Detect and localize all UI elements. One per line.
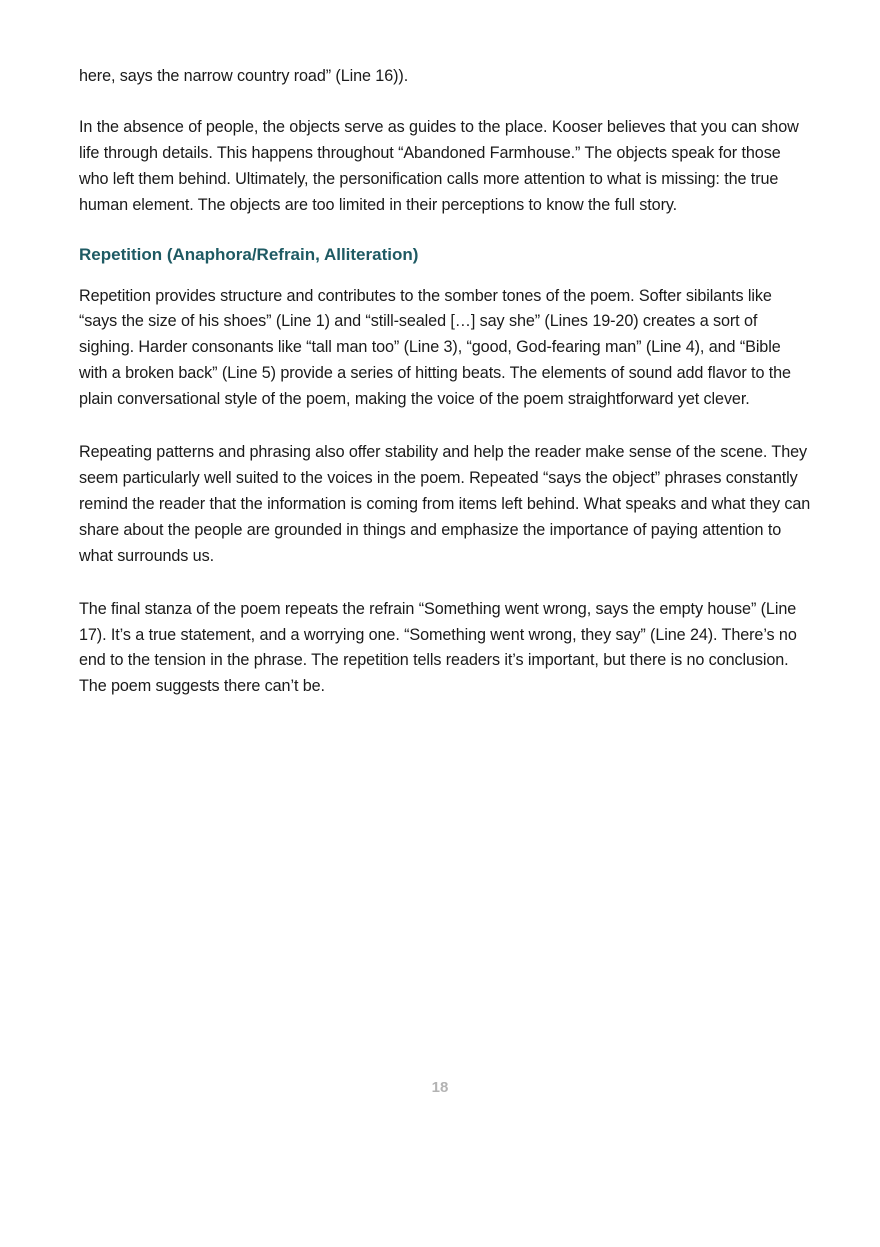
paragraph-repeating-patterns: Repeating patterns and phrasing also offer stability and help the reader make sense of the scene. They seem particularly well suited to the voices in the poem. Repeated “says the object” phrases constantly remind the reader that the information is coming from items left behind. What speaks and what they can share about the people are grounded in things and emphasize the importance of paying attention to what surrounds us. (79, 443, 811, 565)
paragraph-final-stanza: The final stanza of the poem repeats the refrain “Something went wrong, says the empty house” (Line 17). It’s a true statement, and a worrying one. “Something went wrong, they say” (Line 24). There’s no end to the tension in the phrase. The repetition tells readers it’s important, but there is no conclusion. The poem suggests there can’t be. (79, 599, 797, 696)
paragraph-intro-continuation: here, says the narrow country road” (Line 16)). (79, 67, 409, 85)
page-number: 18 (431, 1079, 449, 1096)
section-heading-repetition: Repetition (Anaphora/Refrain, Alliteration) (79, 244, 419, 264)
paragraph-absence-of-people: In the absence of people, the objects serve as guides to the place. Kooser believes that you can show life through details. This happens throughout “Abandoned Farmhouse.” The objects speak for those who left them behind. Ultimately, the personification calls more attention to what is missing: the true human element. The objects are too limited in their perceptions to know the full story. (79, 117, 799, 214)
document-page (79, 64, 811, 700)
paragraph-repetition-structure: Repetition provides structure and contributes to the somber tones of the poem. Softer sibilants like “says the size of his shoes” (Line 1) and “still-sealed […] say she” (Lines 19-20) creates a sort of sighing. Harder consonants like “tall man too” (Line 3), “good, God-fearing man” (Line 4), and “Bible with a broken back” (Line 5) provide a series of hitting beats. The elements of sound add flavor to the plain conversational style of the poem, making the voice of the poem straightforward yet clever. (79, 286, 791, 409)
